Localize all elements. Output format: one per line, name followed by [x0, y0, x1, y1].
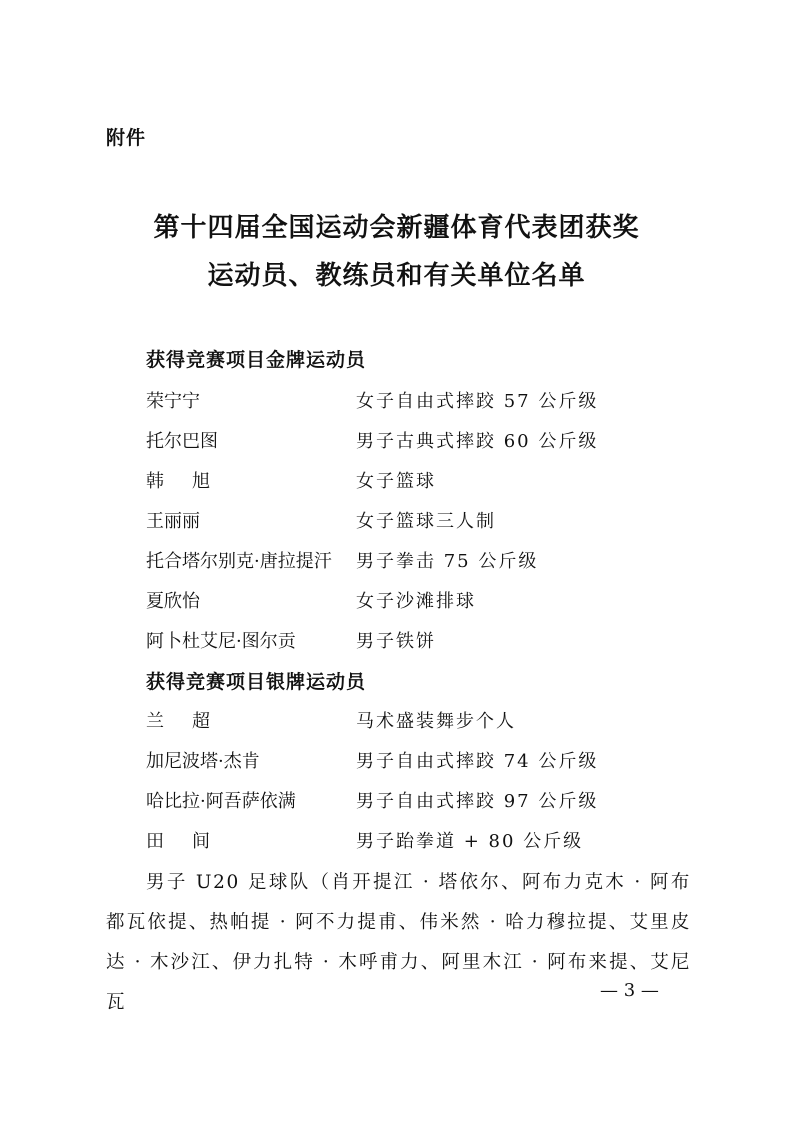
athlete-name: 田间 — [146, 831, 238, 852]
event-name: 男子拳击 75 公斤级 — [356, 551, 539, 572]
silver-row — [0, 827, 793, 857]
gold-heading: 获得竞赛项目金牌运动员 — [146, 349, 367, 371]
gold-row — [0, 547, 793, 577]
title-line-2: 运动员、教练员和有关单位名单 — [207, 261, 586, 291]
athlete-name: 兰超 — [146, 711, 238, 732]
event-name: 男子古典式摔跤 60 公斤级 — [356, 431, 599, 452]
athlete-name: 夏欣怡 — [146, 591, 200, 612]
team-paragraph-text: 男子 U20 足球队（肖开提江 · 塔依尔、阿布力克木 · 阿布都瓦依提、热帕提 · 阿不力提甫、伟米然 · 哈力穆拉提、艾里皮达 · 木沙江、伊力扎特 · 木呼甫力、阿里木江 · 阿布来提、艾尼瓦 — [106, 872, 691, 1013]
athlete-name: 托合塔尔别克·唐拉提汗 — [146, 551, 332, 572]
gold-row — [0, 427, 793, 457]
silver-row — [0, 707, 793, 737]
athlete-name: 托尔巴图 — [146, 431, 218, 452]
attachment-label: 附件 — [106, 127, 147, 149]
page-number: — 3 — — [600, 980, 659, 1001]
gold-row — [0, 467, 793, 497]
title-line-1: 第十四届全国运动会新疆体育代表团获奖 — [153, 213, 640, 243]
gold-row — [0, 587, 793, 617]
athlete-name: 荣宁宁 — [146, 391, 200, 412]
gold-row — [0, 387, 793, 417]
athlete-name: 哈比拉·阿吾萨依满 — [146, 791, 296, 812]
athlete-name: 韩旭 — [146, 471, 238, 492]
silver-heading: 获得竞赛项目银牌运动员 — [146, 671, 367, 693]
silver-row — [0, 787, 793, 817]
event-name: 男子铁饼 — [356, 631, 436, 652]
athlete-name: 加尼波塔·杰肯 — [146, 751, 260, 772]
event-name: 男子跆拳道 + 80 公斤级 — [356, 831, 584, 852]
gold-row — [0, 507, 793, 537]
event-name: 马术盛装舞步个人 — [356, 711, 516, 732]
athlete-name: 王丽丽 — [146, 511, 200, 532]
event-name: 女子沙滩排球 — [356, 591, 476, 612]
silver-row — [0, 747, 793, 777]
event-name: 女子自由式摔跤 57 公斤级 — [356, 391, 599, 412]
event-name: 女子篮球 — [356, 471, 436, 492]
event-name: 男子自由式摔跤 74 公斤级 — [356, 751, 599, 772]
event-name: 男子自由式摔跤 97 公斤级 — [356, 791, 599, 812]
event-name: 女子篮球三人制 — [356, 511, 496, 532]
gold-row — [0, 627, 793, 657]
athlete-name: 阿卜杜艾尼·图尔贡 — [146, 631, 296, 652]
